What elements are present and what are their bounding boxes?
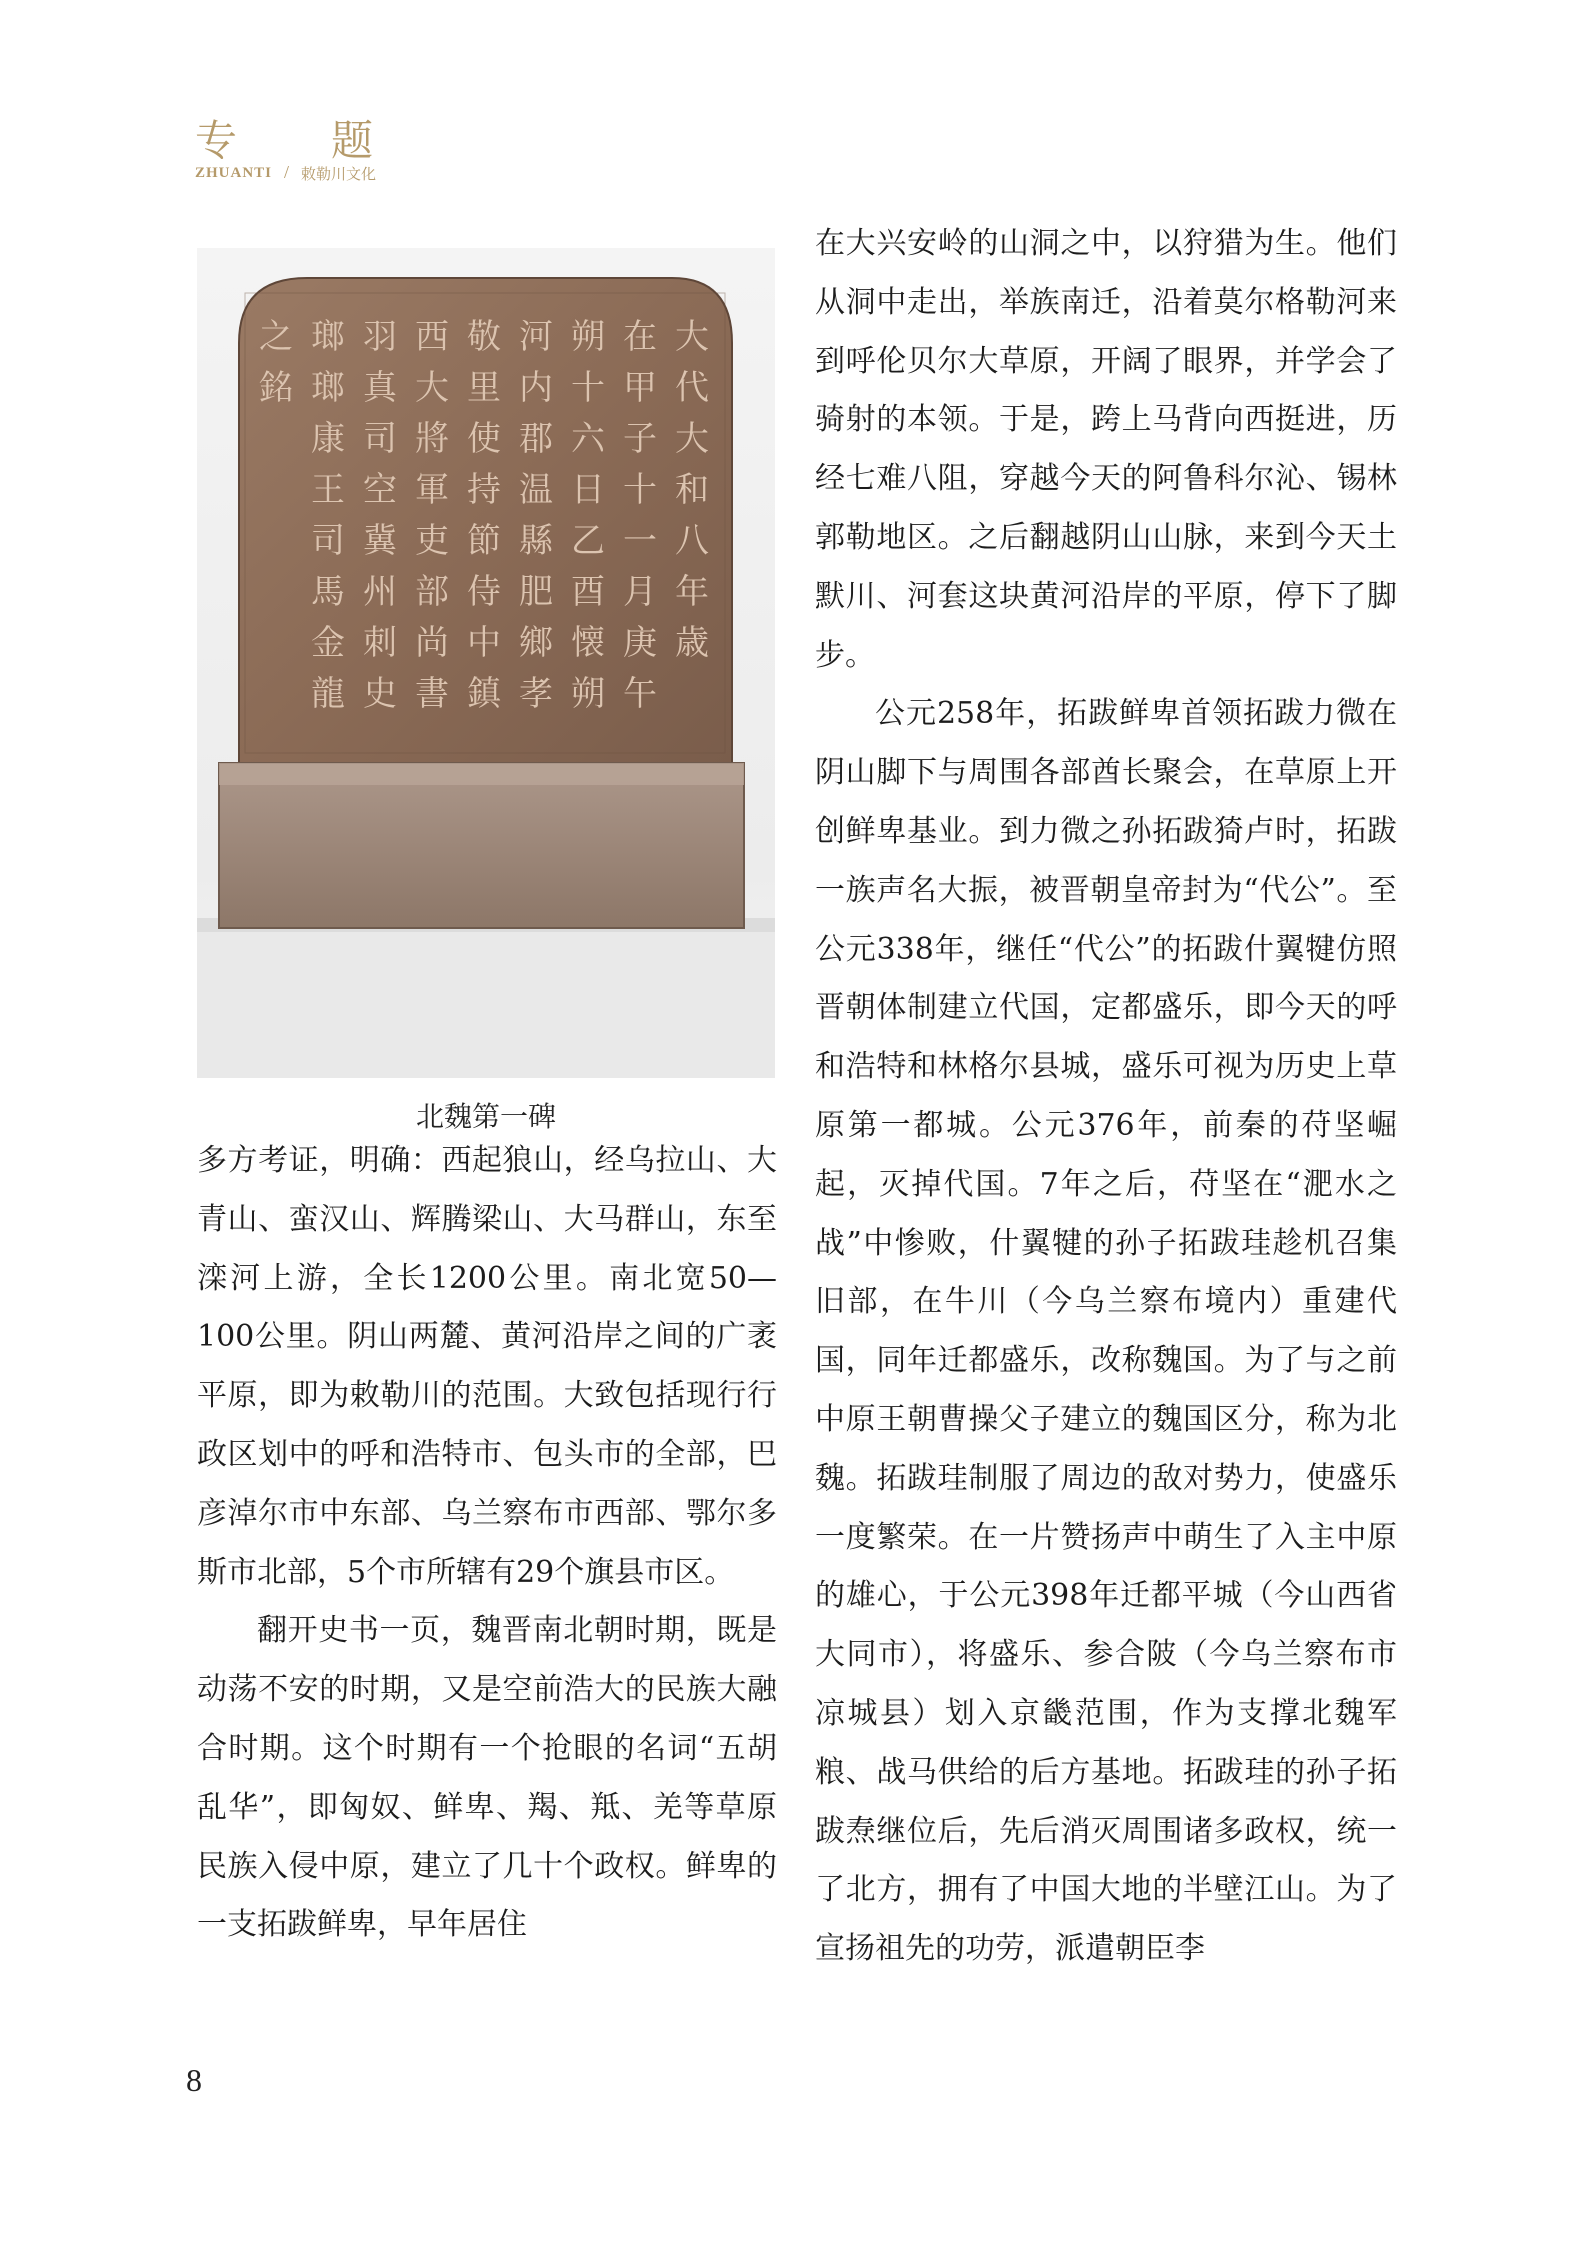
stele-character: 金 [311,623,345,663]
stele-illustration [197,248,775,1078]
stele-character: 縣 [519,521,553,561]
stele-character: 十 [571,368,605,408]
stele-character: 酉 [571,572,605,612]
stele-character: 大 [415,368,449,408]
stele-character: 書 [415,674,449,714]
paragraph: 翻开史书一页，魏晋南北朝时期，既是动荡不安的时期，又是空前浩大的民族大融合时期。这个时期有一个抢眼的名词“五胡乱华”，即匈奴、鲜卑、羯、羝、羌等草原民族入侵中原，建立了几十个政权。鲜卑的一支拓跋鲜卑，早年居住 [197,1613,777,1943]
stele-character: 年 [675,572,709,612]
figure-caption: 北魏第一碑 [415,1100,556,1133]
right-column-text [815,215,1397,1979]
paragraph: 多方考证，明确：西起狼山，经乌拉山、大青山、蛮汉山、辉腾梁山、大马群山，东至滦河上游，全长1200公里。南北宽50—100公里。阴山两麓、黄河沿岸之间的广袤平原，即为敕勒川的范围。大致包括现行行政区划中的呼和浩特市、包头市的全部，巴彦淖尔市中东部、乌兰察布市西部、鄂尔多斯市北部，5个市所辖有29个旗县市区。 [197,1143,777,1590]
stele-character: 歳 [675,623,709,663]
stele-character: 之 [259,317,293,357]
stele-character: 銘 [259,368,293,408]
stele-character: 將 [415,419,449,459]
stele-character: 内 [519,368,553,408]
stele-character: 刺 [363,623,397,663]
stele-character: 吏 [415,521,449,561]
stele-character: 王 [311,470,345,510]
stele-character: 六 [571,419,605,459]
display-plinth [197,928,775,1078]
stele-character: 十 [623,470,657,510]
stele-character: 大 [675,317,709,357]
stele-character: 庚 [623,623,657,663]
stele-character: 朔 [571,674,605,714]
paragraph: 在大兴安岭的山洞之中，以狩猎为生。他们从洞中走出，举族南迁，沿着莫尔格勒河来到呼伦贝尔大草原，开阔了眼界，并学会了骑射的本领。于是，跨上马背向西挺进，历经七难八阻，穿越今天的阿鲁科尔沁、锡林郭勒地区。之后翻越阴山山脉，来到今天土默川、河套这块黄河沿岸的平原，停下了脚步。 [815,226,1397,673]
stele-character: 州 [363,572,397,612]
stele-base [219,763,744,928]
stele-character: 部 [415,572,449,612]
stele-character: 軍 [415,470,449,510]
stele-character: 真 [363,368,397,408]
stele-character: 鎮 [467,674,501,714]
stele-character: 使 [467,419,501,459]
stele-character: 一 [623,521,657,561]
stele-character: 里 [467,368,501,408]
stele-character: 和 [675,470,709,510]
stele-character: 午 [623,674,657,714]
section-separator: / [284,162,290,182]
stele-character: 馬 [311,572,345,612]
stele-character: 敬 [467,317,501,357]
stele-character: 中 [467,623,501,663]
stele-character: 朔 [571,317,605,357]
stele-character: 孝 [519,674,553,714]
stele-character: 康 [311,419,345,459]
stele-character: 司 [363,419,397,459]
stele-character: 肥 [519,572,553,612]
section-subtitle-en: ZHUANTI [195,165,273,181]
section-title: 专 题 [195,116,400,165]
stele-character: 持 [467,470,501,510]
stele-character: 司 [311,521,345,561]
stele-character: 郡 [519,419,553,459]
stele-character: 子 [623,419,657,459]
stele-character: 尚 [415,623,449,663]
page-number: 8 [186,2062,202,2098]
stele-character: 乙 [571,521,605,561]
stele-character: 瑯 [311,317,345,357]
left-column-text [197,1132,777,1955]
stele-character: 羽 [363,317,397,357]
stele-character: 空 [363,470,397,510]
section-subtitle [195,163,376,184]
stele-character: 鄉 [519,623,553,663]
stele-character: 甲 [623,368,657,408]
stele-character: 八 [675,521,709,561]
stele-character: 侍 [467,572,501,612]
stele-character: 日 [571,470,605,510]
stele-character: 西 [415,317,449,357]
stele-character: 龍 [311,674,345,714]
stele-character: 懐 [571,623,605,663]
stele-character: 代 [675,368,709,408]
stele-character: 冀 [363,521,397,561]
stele-character: 在 [623,317,657,357]
stele-character: 史 [363,674,397,714]
stele-character: 河 [519,317,553,357]
stele-photo [197,248,775,1078]
stele-character: 瑯 [311,368,345,408]
paragraph: 公元258年，拓跋鲜卑首领拓跋力微在阴山脚下与周围各部酋长聚会，在草原上开创鲜卑基业。到力微之孙拓跋猗卢时，拓跋一族声名大振，被晋朝皇帝封为“代公”。至公元338年，继任“代公”的拓跋什翼犍仿照晋朝体制建立代国，定都盛乐，即今天的呼和浩特和林格尔县城，盛乐可视为历史上草原第一都城。公元376年，前秦的苻坚崛起，灭掉代国。7年之后，苻坚在“淝水之战”中惨败，什翼犍的孙子拓跋珪趁机召集旧部，在牛川（今乌兰察布境内）重建代国，同年迁都盛乐，改称魏国。为了与之前中原王朝曹操父子建立的魏国区分，称为北魏。拓跋珪制服了周边的敌对势力，使盛乐一度繁荣。在一片赞扬声中萌生了入主中原的雄心，于公元398年迁都平城（今山西省大同市），将盛乐、参合陂（今乌兰察布市凉城县）划入京畿范围，作为支撑北魏军粮、战马供给的后方基地。拓跋珪的孙子拓跋焘继位后，先后消灭周围诸多政权，统一了北方，拥有了中国大地的半壁江山。为了宣扬祖先的功劳，派遣朝臣李 [815,696,1397,1967]
stele-character: 大 [675,419,709,459]
stele-character: 月 [623,572,657,612]
stele-character: 温 [519,470,553,510]
section-subtitle-cn: 敕勒川文化 [301,167,377,183]
stele-character: 節 [467,521,501,561]
